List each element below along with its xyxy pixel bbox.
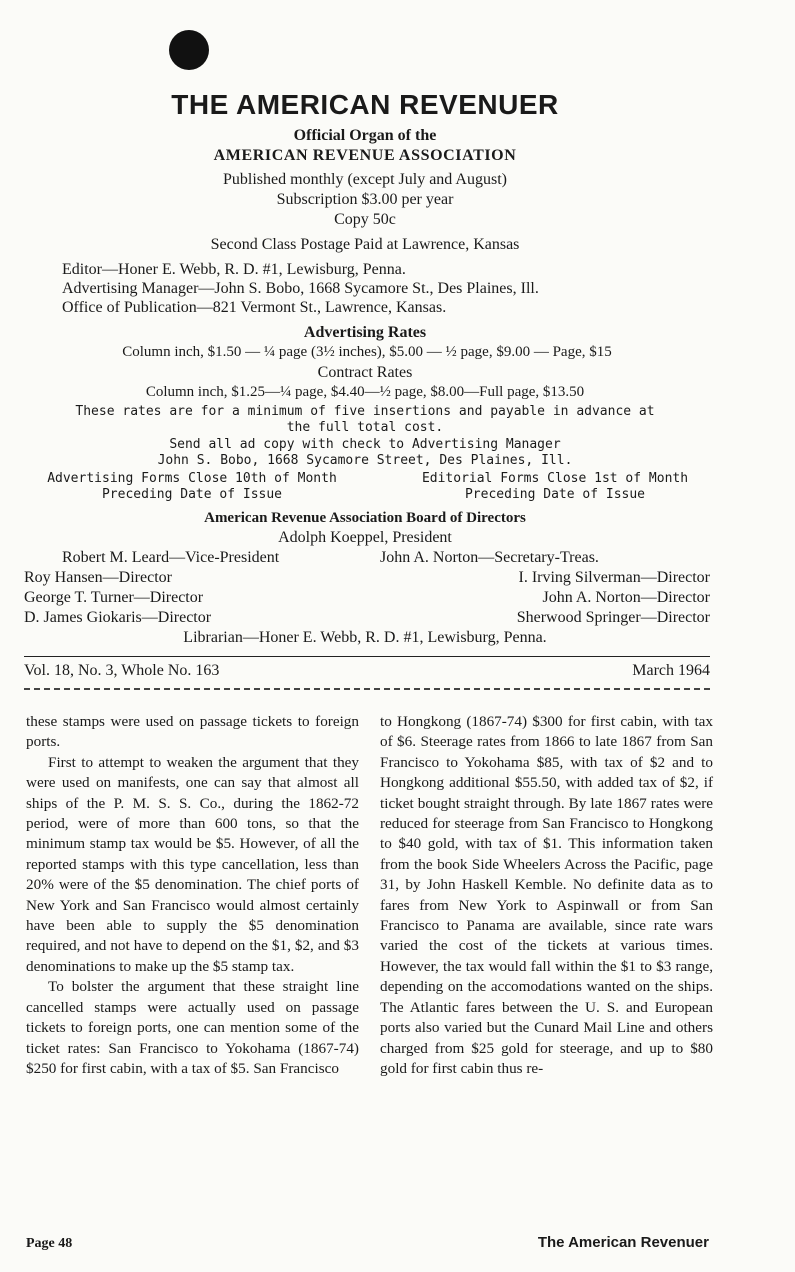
issue-top-rule <box>24 656 710 657</box>
article-column-left <box>26 712 359 1079</box>
editorial-forms-close: Editorial Forms Close 1st of Month <box>421 471 689 486</box>
director-right-1: I. Irving Silverman—Director <box>518 569 710 586</box>
advertising-forms-preceding: Preceding Date of Issue <box>101 487 282 502</box>
director-left-3: D. James Giokaris—Director <box>24 609 212 626</box>
issue-info-row <box>24 662 710 680</box>
article-paragraph: these stamps were used on passage tickets to foreign ports. <box>26 713 359 751</box>
article-paragraph: To bolster the argument that these straight line cancelled stamps were actually used on passage tickets to foreign ports, one can mention some of the ticket rates: San Francisco to Yokohama (1867-74) $250 for first cabin, with a tax of $5. San Francisco <box>26 978 359 1077</box>
organ-line-1: Official Organ of the <box>293 127 437 144</box>
issue-date: March 1964 <box>632 662 710 679</box>
subscription-line: Subscription $3.00 per year <box>276 191 454 208</box>
advertising-forms-close: Advertising Forms Close 10th of Month <box>47 471 337 486</box>
article-column-right <box>380 712 713 1079</box>
board-heading: American Revenue Association Board of Directors <box>204 510 526 526</box>
contract-rates-heading: Contract Rates <box>317 364 413 381</box>
article-paragraph: First to attempt to weaken the argument that they were used on manifests, one can say that almost all ships of the P. M. S. S. Co., during the 1862-72 period, were of more than 600 tons, so that the minimum stamp tax would be $5. However, of all the reported stamps with this type cancellation, less than 20% were of the $5 denomination. The chief ports of New York and San Francisco would almost certainly have been able to supply the $5 denomination required, and not have to depend on the $1, $2, and $3 denominations to make up the $5 stamp tax. <box>26 753 359 975</box>
board-directors-row-3 <box>24 609 710 627</box>
editor-line: Editor—Honer E. Webb, R. D. #1, Lewisburg, Penna. <box>62 261 406 278</box>
director-left-2: George T. Turner—Director <box>24 589 204 606</box>
send-copy-line-2: John S. Bobo, 1668 Sycamore Street, Des Plaines, Ill. <box>157 453 573 468</box>
editorial-forms-preceding: Preceding Date of Issue <box>464 487 645 502</box>
office-line: Office of Publication—821 Vermont St., Lawrence, Kansas. <box>62 299 447 316</box>
contract-rates-line: Column inch, $1.25—¼ page, $4.40—½ page, $8.00—Full page, $13.50 <box>145 384 585 400</box>
director-left-1: Roy Hansen—Director <box>24 569 172 586</box>
issue-bottom-rule <box>24 688 710 690</box>
article-paragraph: to Hongkong (1867-74) $300 for first cabin, with tax of $6. Steerage rates from 1866 to late 1867 from San Francisco to Yokohama $85, with tax of $2 and to Hongkong additional $55.50, with added tax of $2, if ticket bought straight through. By late 1867 rates were reduced for steerage from San Francisco to Hongkong to $40 gold, with tax of $1. This information taken from the book Side Wheelers Across the Pacific, page 31, by John Haskell Kemble. No definite data as to fares from New York to Aspinwall or from San Francisco to Panama are available, since rate wars varied the cost of the tickets at various times. However, the tax would fall within the $1 to $3 range, depending on the accomodations wanted on the ships. The Atlantic fares between the U. S. and European ports also varied but the Cunard Mail Line and others charged from $25 gold for steerage, and up to $80 gold for first cabin thus re- <box>380 713 713 1077</box>
board-librarian: Librarian—Honer E. Webb, R. D. #1, Lewisburg, Penna. <box>183 629 547 646</box>
masthead-title: THE AMERICAN REVENUER <box>171 89 559 120</box>
director-right-2: John A. Norton—Director <box>542 589 710 606</box>
advertising-manager-line: Advertising Manager—John S. Bobo, 1668 Sycamore St., Des Plaines, Ill. <box>62 280 539 297</box>
board-vice-president: Robert M. Leard—Vice-President <box>62 549 280 566</box>
issue-volume: Vol. 18, No. 3, Whole No. 163 <box>24 662 220 679</box>
terms-line-1: These rates are for a minimum of five insertions and payable in advance at <box>75 404 655 419</box>
running-footer-title: The American Revenuer <box>537 1234 709 1251</box>
copy-price: Copy 50c <box>334 211 396 228</box>
page-number: Page 48 <box>26 1236 73 1251</box>
board-directors-row-1 <box>24 569 710 587</box>
board-directors-row-2 <box>24 589 710 607</box>
board-president: Adolph Koeppel, President <box>278 529 452 546</box>
send-copy-line-1: Send all ad copy with check to Advertising Manager <box>169 437 561 452</box>
director-right-3: Sherwood Springer—Director <box>516 609 710 626</box>
postage-line: Second Class Postage Paid at Lawrence, Kansas <box>210 236 520 253</box>
punch-hole <box>169 30 209 70</box>
published-line: Published monthly (except July and August) <box>223 171 507 188</box>
advertising-rates-line: Column inch, $1.50 — ¼ page (3½ inches), $5.00 — ½ page, $9.00 — Page, $15 <box>122 344 612 360</box>
advertising-rates-heading: Advertising Rates <box>303 324 427 341</box>
terms-line-2: the full total cost. <box>286 420 444 435</box>
organ-line-2: AMERICAN REVENUE ASSOCIATION <box>213 147 517 164</box>
board-secretary: John A. Norton—Secretary-Treas. <box>380 549 599 566</box>
